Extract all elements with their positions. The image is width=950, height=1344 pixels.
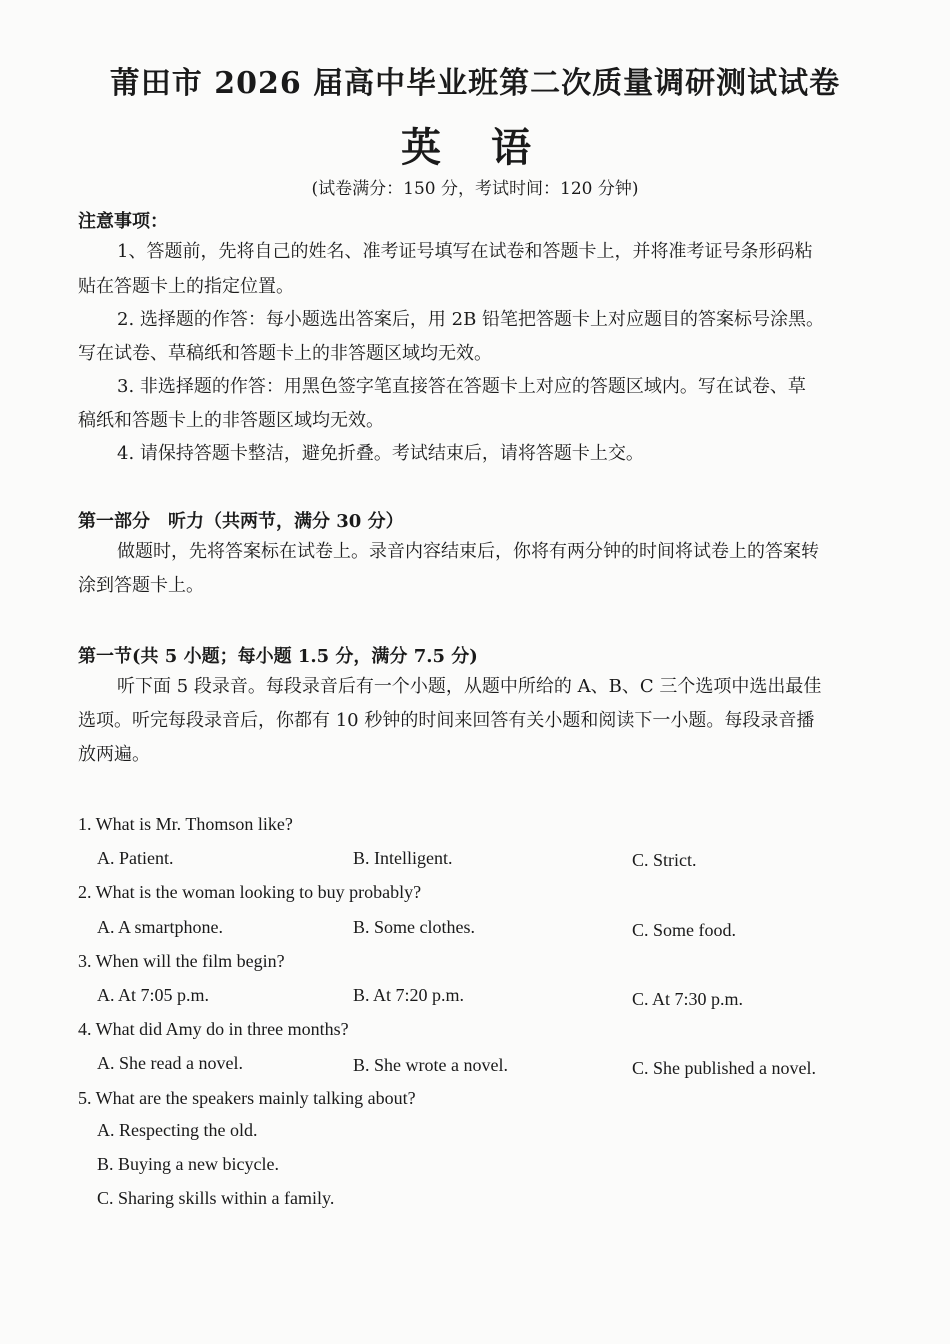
- section1-intro-line3: 放两遍。: [78, 744, 150, 765]
- note-1-line2: 贴在答题卡上的指定位置。: [78, 276, 294, 297]
- score-info: (试卷满分：150 分，考试时间：120 分钟): [311, 179, 639, 199]
- note-2-line1: 2. 选择题的作答：每小题选出答案后，用 2B 铅笔把答题卡上对应题目的答案标号涂黑。: [117, 309, 825, 330]
- question-3: 3. When will the film begin?: [78, 951, 285, 971]
- section1-intro-line2: 选项。听完每段录音后，你都有 10 秒钟的时间来回答有关小题和阅读下一小题。每段录音播: [78, 710, 815, 731]
- section1-intro-line1: 听下面 5 段录音。每段录音后有一个小题，从题中所给的 A、B、C 三个选项中选出最佳: [117, 676, 822, 697]
- question-2: 2. What is the woman looking to buy probably?: [78, 882, 422, 902]
- question-3-option-a: A. At 7:05 p.m.: [97, 985, 210, 1005]
- question-2-option-a: A. A smartphone.: [97, 917, 223, 937]
- notes-heading: 注意事项：: [78, 211, 168, 232]
- question-5-option-a: A. Respecting the old.: [97, 1120, 258, 1140]
- question-5-option-b: B. Buying a new bicycle.: [97, 1154, 279, 1174]
- section1-heading: 第一节(共 5 小题；每小题 1.5 分，满分 7.5 分): [78, 646, 478, 667]
- question-3-option-c: C. At 7:30 p.m.: [632, 989, 744, 1009]
- question-3-option-b: B. At 7:20 p.m.: [353, 985, 465, 1005]
- question-4-option-c: C. She published a novel.: [632, 1058, 816, 1078]
- question-2-option-b: B. Some clothes.: [353, 917, 475, 937]
- note-2-line2: 写在试卷、草稿纸和答题卡上的非答题区域均无效。: [78, 343, 492, 364]
- note-3-line1: 3. 非选择题的作答：用黑色签字笔直接答在答题卡上对应的答题区域内。写在试卷、草: [117, 376, 806, 397]
- question-4-option-b: B. She wrote a novel.: [353, 1055, 508, 1075]
- question-5-option-c: C. Sharing skills within a family.: [97, 1188, 335, 1208]
- question-4: 4. What did Amy do in three months?: [78, 1019, 349, 1039]
- question-1-option-c: C. Strict.: [632, 850, 697, 870]
- exam-title: 莆田市 2026 届高中毕业班第二次质量调研测试试卷: [109, 66, 841, 101]
- note-1-line1: 1、答题前，先将自己的姓名、准考证号填写在试卷和答题卡上，并将准考证号条形码粘: [117, 241, 813, 262]
- question-1: 1. What is Mr. Thomson like?: [78, 814, 293, 834]
- note-4-line1: 4. 请保持答题卡整洁，避免折叠。考试结束后，请将答题卡上交。: [117, 443, 644, 464]
- part1-heading: 第一部分 听力（共两节，满分 30 分）: [78, 511, 404, 532]
- question-1-option-b: B. Intelligent.: [353, 848, 453, 868]
- question-1-option-a: A. Patient.: [97, 848, 174, 868]
- subject-title: 英 语: [401, 124, 549, 171]
- part1-intro-line1: 做题时，先将答案标在试卷上。录音内容结束后，你将有两分钟的时间将试卷上的答案转: [117, 541, 819, 562]
- question-5: 5. What are the speakers mainly talking about?: [78, 1088, 416, 1108]
- question-4-option-a: A. She read a novel.: [97, 1053, 243, 1073]
- note-3-line2: 稿纸和答题卡上的非答题区域均无效。: [78, 410, 384, 431]
- question-2-option-c: C. Some food.: [632, 920, 737, 940]
- part1-intro-line2: 涂到答题卡上。: [78, 575, 204, 596]
